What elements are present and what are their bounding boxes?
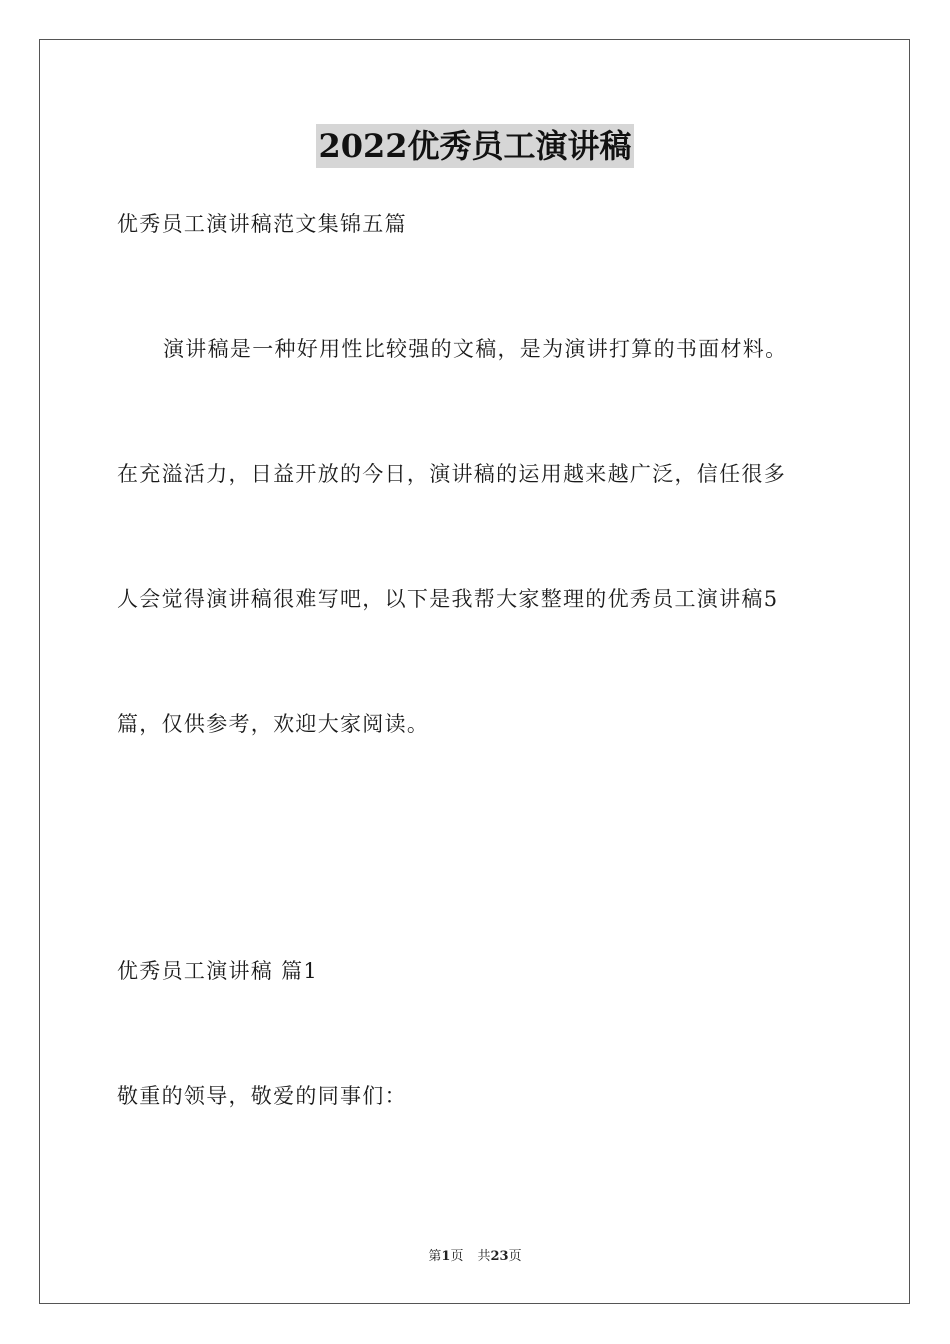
document-title: 2022优秀员工演讲稿 bbox=[316, 124, 633, 168]
intro-line-4: 篇，仅供参考，欢迎大家阅读。 bbox=[117, 712, 430, 736]
footer-page-prefix: 第 bbox=[428, 1249, 442, 1264]
document-subtitle: 优秀员工演讲稿范文集锦五篇 bbox=[117, 212, 407, 236]
section-heading: 优秀员工演讲稿 篇1 bbox=[117, 959, 319, 983]
footer-total-pages: 23 bbox=[490, 1249, 509, 1264]
intro-line-2: 在充溢活力，日益开放的今日，演讲稿的运用越来越广泛，信任很多 bbox=[117, 462, 786, 486]
page-footer bbox=[0, 1248, 950, 1266]
footer-page-suffix: 页 bbox=[450, 1249, 464, 1264]
intro-line-3: 人会觉得演讲稿很难写吧，以下是我帮大家整理的优秀员工演讲稿5 bbox=[117, 587, 779, 611]
intro-line-1: 演讲稿是一种好用性比较强的文稿，是为演讲打算的书面材料。 bbox=[163, 337, 788, 361]
greeting-line: 敬重的领导，敬爱的同事们： bbox=[117, 1084, 407, 1108]
footer-total-suffix: 页 bbox=[508, 1249, 522, 1264]
title-container bbox=[0, 124, 950, 168]
footer-total-prefix: 共 bbox=[477, 1249, 491, 1264]
footer-page-number: 1 bbox=[441, 1249, 451, 1264]
